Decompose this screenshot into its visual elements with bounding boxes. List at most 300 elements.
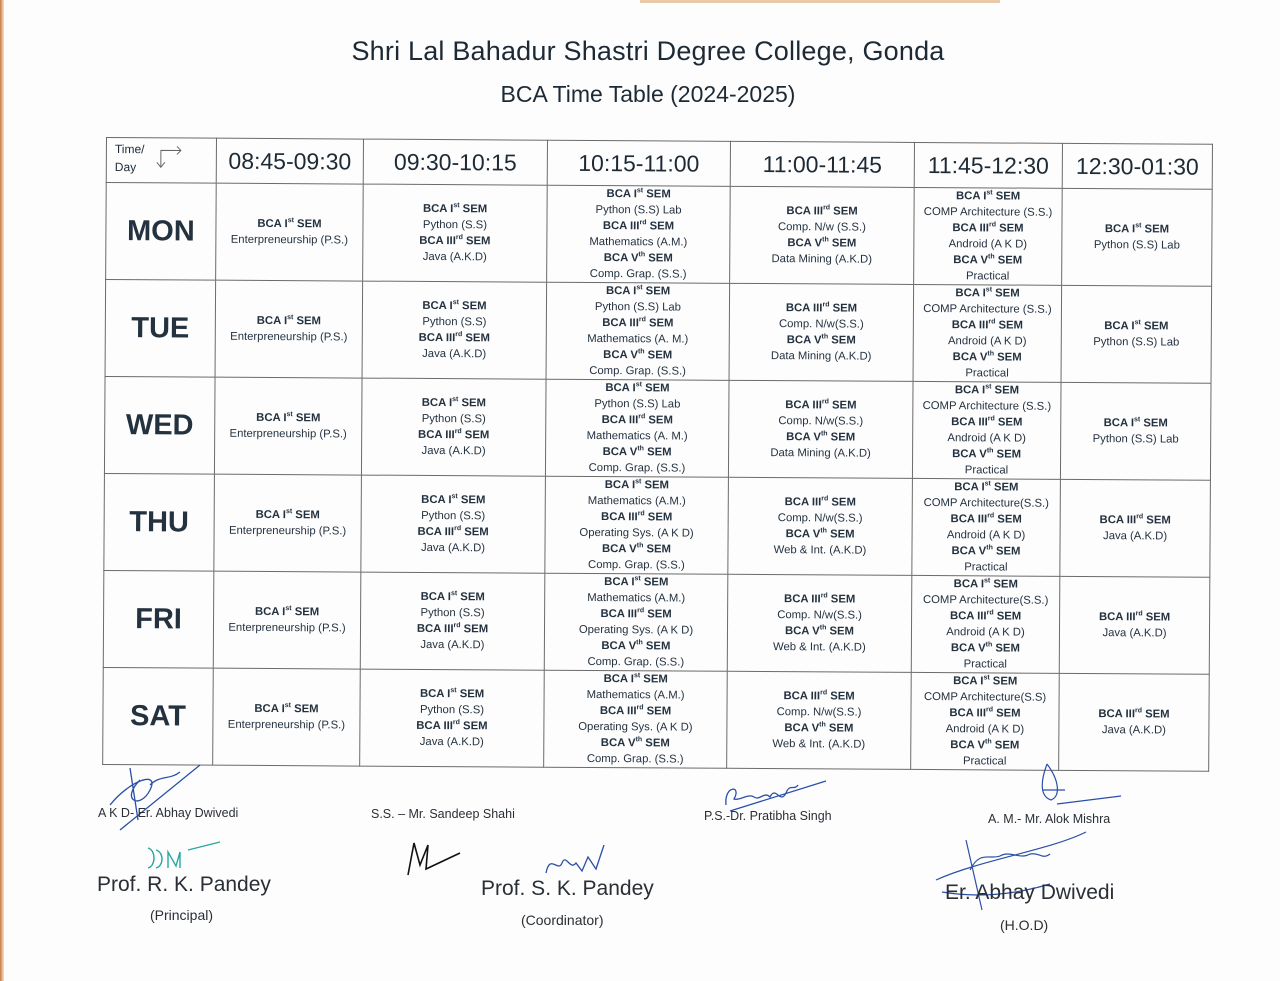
semester-label xyxy=(914,349,1061,366)
semester-ordinal: rd xyxy=(455,331,463,339)
semester-name: BCA III xyxy=(601,414,639,427)
timetable-cell xyxy=(214,474,362,572)
subject-label: Comp. N/w(S.S.) xyxy=(778,415,864,428)
semester-label xyxy=(546,380,728,397)
semester-label xyxy=(912,576,1059,593)
semester-ordinal: rd xyxy=(820,689,828,697)
subject-label: Python (S.S) Lab xyxy=(1092,433,1179,446)
semester-ordinal: rd xyxy=(821,398,829,406)
semester-suffix: SEM xyxy=(642,640,671,653)
semester-suffix: SEM xyxy=(644,511,673,524)
semester-ordinal: rd xyxy=(1136,513,1144,521)
semester-ordinal: st xyxy=(634,575,641,583)
semester-suffix: SEM xyxy=(641,382,670,395)
semester-label xyxy=(914,252,1061,269)
timetable xyxy=(102,137,1213,772)
semester-label xyxy=(547,250,729,267)
semester-suffix: SEM xyxy=(1141,708,1170,721)
subject-label: Python (S.S) xyxy=(422,315,487,329)
timetable-cell xyxy=(1060,382,1211,480)
semester-suffix: SEM xyxy=(292,412,321,425)
semester-name: BCA III xyxy=(418,331,456,345)
subject-label: Web & Int. (A.K.D) xyxy=(773,544,867,557)
day-row xyxy=(106,183,1213,287)
semester-suffix: SEM xyxy=(995,222,1024,235)
semester-ordinal: st xyxy=(450,590,458,598)
semester-label xyxy=(911,705,1058,722)
semester-name: BCA V xyxy=(784,722,820,735)
college-title: Shri Lal Bahadur Shastri Degree College, Gonda xyxy=(351,36,945,66)
semester-ordinal: rd xyxy=(820,592,828,600)
time-slot-header: 12:30-01:30 xyxy=(1062,143,1212,189)
semester-name: BCA III xyxy=(599,705,637,718)
semester-name: BCA I xyxy=(604,479,636,492)
semester-label xyxy=(1059,706,1208,723)
semester-name: BCA V xyxy=(600,737,636,750)
semester-suffix: SEM xyxy=(292,509,320,522)
timetable-cell xyxy=(1062,188,1213,286)
semester-suffix: SEM xyxy=(990,578,1018,591)
semester-ordinal: rd xyxy=(454,428,462,436)
semester-name: BCA V xyxy=(602,446,638,459)
semester-name: BCA III xyxy=(949,707,987,720)
timetable-cell xyxy=(361,378,546,476)
semester-ordinal: st xyxy=(983,674,990,682)
subject-label: Comp. Grap. (S.S.) xyxy=(586,752,684,766)
subject-label: Mathematics (A.M.) xyxy=(589,235,688,249)
semester-label xyxy=(216,216,362,233)
semester-name: BCA V xyxy=(952,351,988,364)
semester-suffix: SEM xyxy=(1140,417,1168,430)
semester-label xyxy=(360,718,543,735)
semester-name: BCA III xyxy=(416,622,454,636)
subject-label: Data Mining (A.K.D) xyxy=(771,253,873,266)
semester-suffix: SEM xyxy=(456,688,485,701)
semester-name: BCA V xyxy=(601,543,637,556)
semester-ordinal: rd xyxy=(639,219,647,227)
semester-label xyxy=(362,395,545,412)
subject-label: Practical xyxy=(965,367,1009,380)
semester-name: BCA I xyxy=(422,299,453,313)
subject-label: Enterpreneurship (P.S.) xyxy=(229,427,347,441)
semester-ordinal: rd xyxy=(986,609,994,617)
semester-name: BCA I xyxy=(255,508,286,522)
semester-label xyxy=(546,509,728,526)
semester-ordinal: st xyxy=(635,478,642,486)
subject-label: Practical xyxy=(964,464,1009,477)
semester-label xyxy=(213,701,359,718)
semester-label xyxy=(547,283,729,300)
semester-ordinal: th xyxy=(821,333,829,341)
semester-suffix: SEM xyxy=(829,302,858,315)
semester-name: BCA I xyxy=(954,481,985,494)
semester-label xyxy=(912,673,1059,690)
header-row xyxy=(106,138,1212,190)
semester-label xyxy=(727,720,910,737)
corner-arrows-icon xyxy=(151,142,185,170)
semester-suffix: SEM xyxy=(827,593,856,606)
semester-suffix: SEM xyxy=(643,188,671,201)
subject-label: Comp. Grap. (S.S.) xyxy=(588,558,685,572)
semester-ordinal: rd xyxy=(985,706,994,714)
semester-label xyxy=(362,524,545,541)
timetable-cell xyxy=(728,380,913,478)
semester-suffix: SEM xyxy=(993,351,1022,364)
semester-name: BCA I xyxy=(953,675,984,688)
time-slot-header: 10:15-11:00 xyxy=(547,140,730,186)
semester-name: BCA III xyxy=(1098,611,1136,624)
semester-label xyxy=(361,589,544,606)
semester-suffix: SEM xyxy=(993,610,1022,623)
semester-name: BCA I xyxy=(257,217,288,231)
principal-name: Prof. R. K. Pandey xyxy=(97,873,271,896)
subject-label: Practical xyxy=(963,658,1007,671)
semester-name: BCA I xyxy=(256,314,288,328)
semester-name: BCA V xyxy=(603,349,638,362)
corner-cell xyxy=(106,138,216,184)
semester-name: BCA I xyxy=(953,578,985,591)
semester-label xyxy=(913,414,1060,431)
subject-label: Web & Int. (A.K.D) xyxy=(772,738,866,751)
semester-name: BCA V xyxy=(950,739,986,752)
semester-suffix: SEM xyxy=(992,190,1021,203)
semester-ordinal: rd xyxy=(452,719,460,727)
semester-label xyxy=(913,479,1060,496)
time-slot-header: 11:00-11:45 xyxy=(730,141,914,187)
timetable-cell xyxy=(911,672,1060,770)
semester-label xyxy=(546,412,728,429)
subject-label: Mathematics (A. M.) xyxy=(587,332,689,346)
subject-label: Web & Int. (A.K.D) xyxy=(773,641,866,654)
semester-ordinal: rd xyxy=(454,525,462,533)
timetable-cell xyxy=(727,671,912,769)
semester-name: BCA I xyxy=(421,396,453,410)
semester-label xyxy=(215,507,361,524)
semester-suffix: SEM xyxy=(645,317,674,330)
semester-suffix: SEM xyxy=(827,690,855,703)
semester-name: BCA I xyxy=(254,605,286,619)
subject-label: Python (S.S) xyxy=(422,218,488,232)
subject-label: Java (A.K.D) xyxy=(420,541,486,555)
semester-suffix: SEM xyxy=(1142,611,1171,624)
semester-name: BCA III xyxy=(783,690,821,703)
semester-suffix: SEM xyxy=(993,448,1022,461)
semester-label xyxy=(545,638,727,655)
semester-ordinal: th xyxy=(636,639,643,647)
signature-ss-icon xyxy=(400,835,470,880)
semester-ordinal: st xyxy=(285,508,293,516)
semester-ordinal: st xyxy=(633,672,641,680)
subject-label: Operating Sys. (A K D) xyxy=(578,720,693,734)
timetable-cell xyxy=(362,281,547,379)
semester-ordinal: st xyxy=(452,299,459,307)
semester-ordinal: th xyxy=(635,736,643,744)
semester-label xyxy=(361,621,544,638)
subject-label: Comp. N/w (S.S.) xyxy=(777,221,866,234)
semester-name: BCA III xyxy=(949,610,987,623)
semester-suffix: SEM xyxy=(461,429,490,442)
subject-label: Android (A K D) xyxy=(945,723,1025,736)
subject-label: Python (S.S) xyxy=(421,412,486,426)
timetable-cell xyxy=(545,379,729,477)
subject-label: Practical xyxy=(962,755,1007,768)
subject-label: Python (S.S) Lab xyxy=(1093,336,1180,349)
subject-label: Mathematics (A.M.) xyxy=(586,688,685,702)
semester-ordinal: rd xyxy=(988,318,996,326)
semester-name: BCA V xyxy=(786,431,821,444)
semester-name: BCA I xyxy=(954,384,986,397)
semester-ordinal: th xyxy=(986,544,993,552)
semester-label xyxy=(1060,609,1209,626)
subject-label: Operating Sys. (A K D) xyxy=(579,526,694,540)
semester-name: BCA I xyxy=(605,382,636,395)
semester-label xyxy=(912,608,1059,625)
day-row xyxy=(103,570,1210,674)
timetable-cell xyxy=(730,186,915,284)
semester-name: BCA III xyxy=(785,302,823,315)
semester-label xyxy=(544,703,726,720)
semester-label xyxy=(547,347,729,364)
day-label: SAT xyxy=(103,667,214,765)
semester-ordinal: rd xyxy=(987,415,995,423)
semester-label xyxy=(912,640,1059,657)
semester-ordinal: th xyxy=(820,430,828,438)
semester-label xyxy=(545,541,727,558)
semester-name: BCA I xyxy=(955,287,986,300)
semester-name: BCA III xyxy=(786,205,824,218)
semester-suffix: SEM xyxy=(1140,320,1169,333)
semester-label xyxy=(363,233,546,250)
timetable-cell xyxy=(215,280,363,378)
semester-label xyxy=(914,317,1061,334)
semester-ordinal: th xyxy=(638,251,646,259)
semester-label xyxy=(215,410,361,427)
subject-label: Java (A.K.D) xyxy=(422,250,487,264)
semester-ordinal: rd xyxy=(455,234,463,242)
semester-ordinal: th xyxy=(637,445,644,453)
semester-ordinal: st xyxy=(984,480,991,488)
semester-suffix: SEM xyxy=(641,479,670,492)
semester-ordinal: th xyxy=(636,542,644,550)
semester-label xyxy=(362,492,545,509)
semester-suffix: SEM xyxy=(640,673,668,686)
semester-name: BCA III xyxy=(951,319,989,332)
timetable-cell xyxy=(360,669,545,767)
semester-suffix: SEM xyxy=(462,332,490,345)
semester-label xyxy=(546,477,728,494)
signature-akd-icon xyxy=(100,760,220,830)
subject-label: Data Mining (A.K.D) xyxy=(770,447,871,460)
semester-suffix: SEM xyxy=(826,625,855,638)
semester-name: BCA III xyxy=(785,399,822,412)
semester-name: BCA I xyxy=(603,673,634,686)
semester-label xyxy=(730,332,913,349)
day-label: THU xyxy=(104,473,215,571)
subject-label: Enterpreneurship (P.S.) xyxy=(227,718,346,732)
subject-label: COMP Architecture(S.S.) xyxy=(923,497,1049,510)
corner-day-label: Day xyxy=(114,160,137,175)
semester-name: BCA III xyxy=(784,496,822,509)
subject-label: Android (A K D) xyxy=(946,626,1025,639)
semester-suffix: SEM xyxy=(642,737,670,750)
semester-suffix: SEM xyxy=(459,203,488,216)
semester-ordinal: th xyxy=(820,527,827,535)
faculty-key-am: A. M.- Mr. Alok Mishra xyxy=(988,812,1111,826)
timetable-cell xyxy=(912,381,1061,479)
semester-name: BCA V xyxy=(784,625,820,638)
hod-name: Er. Abhay Dwivedi xyxy=(945,881,1115,904)
semester-ordinal: th xyxy=(985,641,993,649)
semester-ordinal: th xyxy=(987,350,995,358)
semester-ordinal: rd xyxy=(823,204,831,212)
timetable-cell xyxy=(729,283,914,381)
semester-ordinal: rd xyxy=(1134,707,1143,715)
semester-name: BCA I xyxy=(421,493,452,507)
semester-ordinal: st xyxy=(285,605,292,613)
semester-suffix: SEM xyxy=(826,528,855,541)
subject-label: Python (S.S) Lab xyxy=(595,203,682,217)
subject-label: Comp. N/w(S.S.) xyxy=(776,706,862,719)
semester-suffix: SEM xyxy=(1143,514,1171,527)
semester-ordinal: rd xyxy=(821,495,829,503)
semester-ordinal: rd xyxy=(637,607,645,615)
timetable-cell xyxy=(911,575,1060,673)
subject-label: Practical xyxy=(965,270,1010,283)
timetable-cell xyxy=(544,573,728,671)
semester-ordinal: rd xyxy=(638,316,646,324)
timetable-subtitle: BCA Time Table (2024-2025) xyxy=(500,81,796,107)
subject-label: Enterpreneurship (P.S.) xyxy=(230,330,348,344)
semester-label xyxy=(216,313,362,330)
semester-ordinal: st xyxy=(284,702,292,710)
semester-ordinal: st xyxy=(287,314,294,322)
semester-label xyxy=(730,300,913,317)
semester-label xyxy=(546,444,728,461)
timetable-cell xyxy=(546,282,730,380)
semester-suffix: SEM xyxy=(645,414,673,427)
coordinator-name: Prof. S. K. Pandey xyxy=(481,877,654,900)
semester-ordinal: st xyxy=(453,202,460,210)
semester-label xyxy=(545,606,727,623)
semester-label xyxy=(1061,512,1210,529)
timetable-cell xyxy=(913,284,1062,382)
semester-ordinal: rd xyxy=(638,413,646,421)
semester-label xyxy=(730,235,913,252)
subject-label: Comp. Grap. (S.S.) xyxy=(587,655,685,669)
semester-ordinal: th xyxy=(988,253,995,261)
subject-label: Data Mining (A.K.D) xyxy=(770,350,872,363)
timetable-cell xyxy=(213,668,361,766)
semester-name: BCA III xyxy=(602,220,640,233)
subject-label: COMP Architecture (S.S.) xyxy=(922,399,1052,413)
semester-suffix: SEM xyxy=(827,431,856,444)
semester-name: BCA V xyxy=(950,642,986,655)
semester-name: BCA III xyxy=(1099,514,1137,527)
semester-suffix: SEM xyxy=(1141,223,1170,236)
subject-label: Java (A.K.D) xyxy=(420,638,485,652)
time-slot-header: 08:45-09:30 xyxy=(216,138,363,184)
semester-label xyxy=(729,526,912,543)
subject-label: Python (S.S) Lab xyxy=(594,397,681,411)
semester-suffix: SEM xyxy=(989,675,1018,688)
semester-ordinal: rd xyxy=(987,512,995,520)
semester-name: BCA III xyxy=(784,593,821,606)
semester-suffix: SEM xyxy=(291,606,320,619)
semester-ordinal: st xyxy=(636,284,643,292)
day-row xyxy=(105,280,1212,384)
subject-label: Python (S.S) Lab xyxy=(1093,239,1180,252)
subject-label: Comp. Grap. (S.S.) xyxy=(589,267,687,281)
semester-name: BCA III xyxy=(950,513,988,526)
semester-ordinal: st xyxy=(286,411,293,419)
semester-suffix: SEM xyxy=(994,254,1023,267)
semester-ordinal: st xyxy=(985,383,992,391)
time-slot-header: 09:30-10:15 xyxy=(363,139,547,185)
subject-label: Python (S.S) xyxy=(420,606,485,620)
timetable-cell xyxy=(216,183,364,281)
semester-name: BCA V xyxy=(951,545,987,558)
day-row xyxy=(103,667,1210,771)
semester-label xyxy=(731,203,914,220)
timetable-cell xyxy=(361,475,546,573)
semester-label xyxy=(363,298,546,315)
semester-name: BCA I xyxy=(605,285,637,298)
semester-name: BCA III xyxy=(1098,708,1136,721)
timetable-cell xyxy=(912,478,1061,576)
timetable-cell xyxy=(1061,285,1212,383)
semester-name: BCA I xyxy=(606,188,637,201)
semester-suffix: SEM xyxy=(994,513,1022,526)
subject-label: Android (A K D) xyxy=(947,335,1027,348)
semester-ordinal: st xyxy=(635,381,642,389)
semester-suffix: SEM xyxy=(643,543,672,556)
semester-suffix: SEM xyxy=(458,300,487,313)
semester-ordinal: rd xyxy=(636,704,644,712)
semester-label xyxy=(728,591,911,608)
subject-label: Mathematics (A. M.) xyxy=(586,429,688,443)
subject-label: Java (A.K.D) xyxy=(1101,724,1166,737)
subject-label: Comp. N/w(S.S.) xyxy=(778,318,864,331)
subject-label: Enterpreneurship (P.S.) xyxy=(230,233,349,247)
semester-suffix: SEM xyxy=(643,705,672,718)
subject-label: Mathematics (A.M.) xyxy=(587,591,686,605)
timetable-cell xyxy=(1059,673,1210,771)
faculty-key-ps: P.S.-Dr. Pratibha Singh xyxy=(704,809,832,823)
semester-suffix: SEM xyxy=(290,703,319,716)
semester-suffix: SEM xyxy=(293,218,322,231)
timetable-cell xyxy=(1059,576,1210,674)
semester-ordinal: th xyxy=(637,348,645,356)
semester-name: BCA I xyxy=(420,590,451,604)
semester-name: BCA III xyxy=(417,525,455,539)
semester-suffix: SEM xyxy=(991,384,1020,397)
semester-label xyxy=(729,397,912,414)
semester-ordinal: st xyxy=(1134,416,1141,424)
subject-label: COMP Architecture (S.S.) xyxy=(923,302,1052,316)
semester-label xyxy=(728,688,911,705)
semester-name: BCA III xyxy=(416,719,453,733)
semester-label xyxy=(363,330,546,347)
signature-ps-icon xyxy=(720,775,830,815)
semester-name: BCA V xyxy=(953,254,989,267)
subject-label: Python (S.S) xyxy=(419,703,485,717)
semester-suffix: SEM xyxy=(457,494,486,507)
semester-label xyxy=(1061,415,1210,432)
semester-name: BCA V xyxy=(601,640,637,653)
semester-ordinal: th xyxy=(985,738,992,746)
signature-principal-icon xyxy=(140,838,230,874)
subject-label: Comp. Grap. (S.S.) xyxy=(588,461,686,475)
